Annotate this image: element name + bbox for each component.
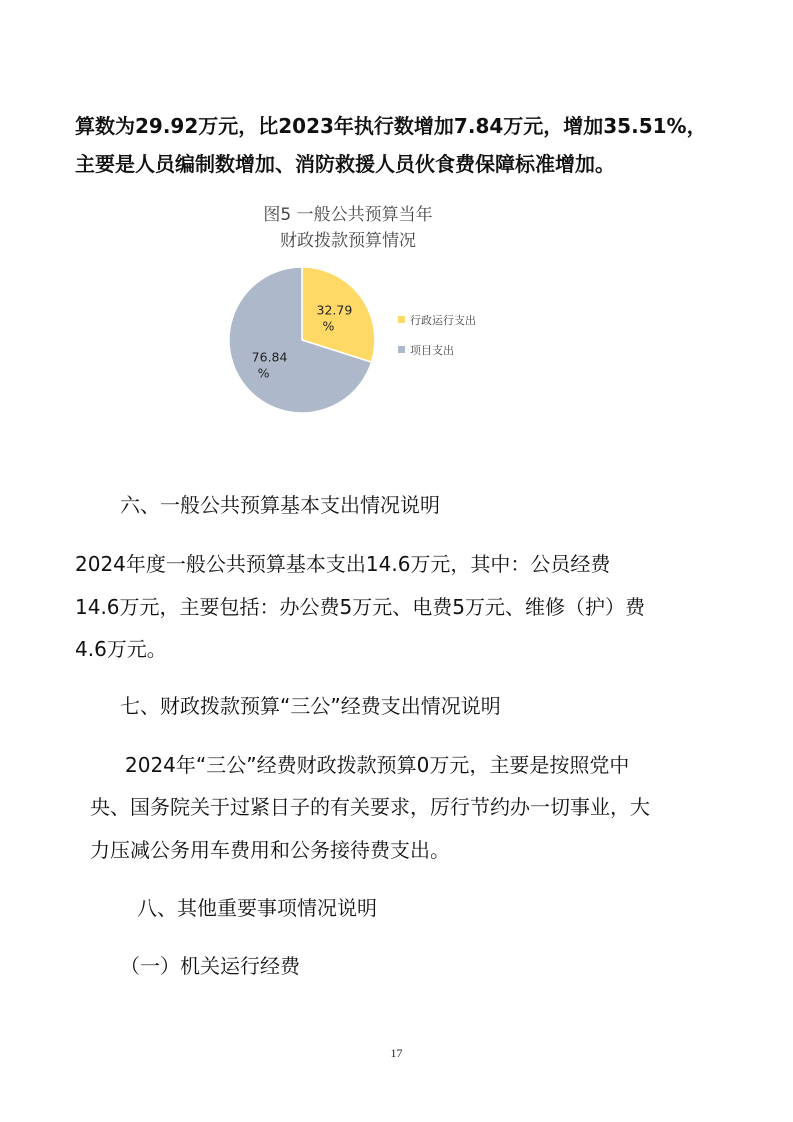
legend-swatch-1 bbox=[398, 316, 405, 323]
chart-title-line-1: 图5 一般公共预算当年 bbox=[263, 205, 433, 225]
legend-label-1: 行政运行支出 bbox=[410, 314, 476, 327]
section8-heading: 八、其他重要事项情况说明 bbox=[137, 896, 377, 920]
section7-paragraph-line-1: 2024年“三公”经费财政拨款预算0万元，主要是按照党中 bbox=[125, 753, 630, 777]
pie-label-unit-2: % bbox=[257, 365, 270, 381]
section7-paragraph-line-2: 央、国务院关于过紧日子的有关要求，厉行节约办一切事业，大 bbox=[90, 795, 650, 819]
pie-label-unit-1: % bbox=[322, 318, 335, 334]
section6-heading: 六、一般公共预算基本支出情况说明 bbox=[120, 493, 440, 517]
intro-line-2: 主要是人员编制数增加、消防救援人员伙食费保障标准增加。 bbox=[75, 152, 615, 176]
intro-line-1: 算数为29.92万元，比2023年执行数增加7.84万元，增加35.51%， bbox=[75, 114, 707, 138]
section8-subheading-1: （一）机关运行经费 bbox=[120, 954, 300, 978]
section6-paragraph-line-1: 2024年度一般公共预算基本支出14.6万元，其中：公员经费 bbox=[75, 552, 611, 576]
section6-paragraph-line-3: 4.6万元。 bbox=[75, 637, 167, 661]
pie-chart bbox=[200, 200, 530, 430]
section7-paragraph-line-3: 力压减公务用车费用和公务接待费支出。 bbox=[90, 838, 450, 862]
pie-label-value-1: 32.79 bbox=[316, 302, 353, 318]
page-number: 17 bbox=[390, 1046, 403, 1060]
section6-paragraph-line-2: 14.6万元，主要包括：办公费5万元、电费5万元、维修（护）费 bbox=[75, 595, 645, 619]
chart-legend bbox=[398, 313, 476, 357]
pie-slices bbox=[229, 267, 375, 413]
chart-title-line-2: 财政拨款预算情况 bbox=[280, 231, 416, 251]
section7-heading: 七、财政拨款预算“三公”经费支出情况说明 bbox=[120, 694, 501, 718]
pie-label-value-2: 76.84 bbox=[251, 349, 288, 365]
legend-label-2: 项目支出 bbox=[410, 344, 454, 357]
legend-swatch-2 bbox=[398, 346, 405, 353]
